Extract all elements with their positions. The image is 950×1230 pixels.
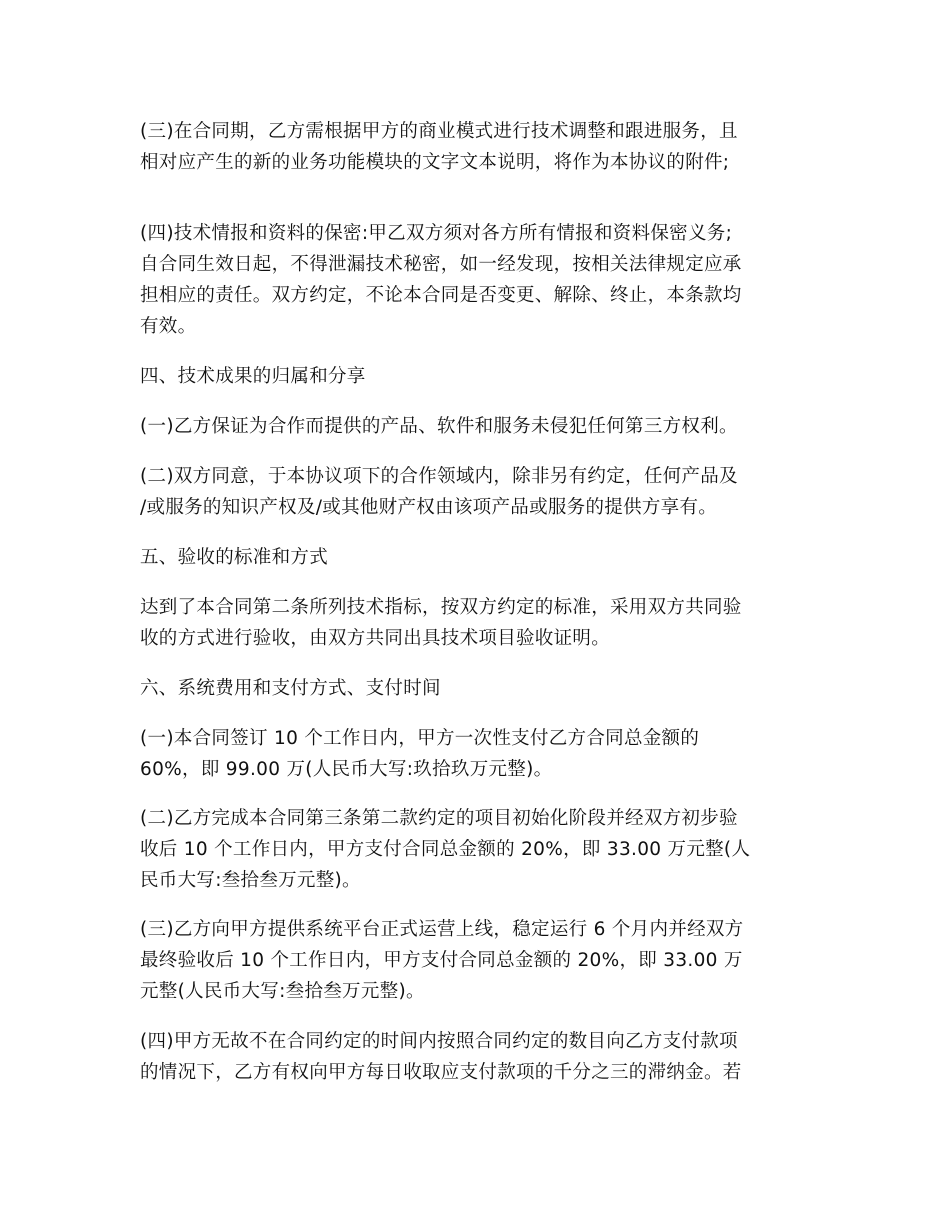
text-line: 有效。 (140, 316, 197, 337)
text-line: (一)本合同签订 10 个工作日内，甲方一次性支付乙方合同总金额的 (140, 728, 700, 749)
section-heading-6 (140, 673, 820, 704)
clause-6-1 (140, 723, 820, 785)
clause-6-3 (140, 914, 820, 1007)
clause-6-4 (140, 1026, 820, 1088)
text-line: (四)技术情报和资料的保密:甲乙双方须对各方所有情报和资料保密义务; (140, 223, 733, 244)
text-line: (三)乙方向甲方提供系统平台正式运营上线，稳定运行 6 个月内并经双方 (140, 919, 744, 940)
text-line: 60%，即 99.00 万(人民币大写:玖拾玖万元整)。 (140, 759, 553, 780)
clause-3-4 (140, 218, 820, 342)
text-line: 达到了本合同第二条所列技术指标，按双方约定的标准，采用双方共同验 (140, 597, 742, 618)
section-heading-4 (140, 361, 820, 392)
clause-4-2 (140, 461, 820, 523)
clause-5 (140, 592, 820, 654)
section-heading-5 (140, 542, 820, 573)
text-line: 收后 10 个工作日内，甲方支付合同总金额的 20%，即 33.00 万元整(人 (140, 839, 751, 860)
text-line: 最终验收后 10 个工作日内，甲方支付合同总金额的 20%，即 33.00 万 (140, 950, 743, 971)
text-line: 收的方式进行验收，由双方共同出具技术项目验收证明。 (140, 628, 611, 649)
text-line: (四)甲方无故不在合同约定的时间内按照合同约定的数目向乙方支付款项 (140, 1031, 738, 1052)
text-line: (一)乙方保证为合作而提供的产品、软件和服务未侵犯任何第三方权利。 (140, 416, 738, 437)
text-line: (二)乙方完成本合同第三条第二款约定的项目初始化阶段并经双方初步验 (140, 808, 738, 829)
text-line: 元整(人民币大写:叁拾叁万元整)。 (140, 981, 425, 1002)
section-title: 六、系统费用和支付方式、支付时间 (140, 678, 441, 699)
text-line: 自合同生效日起，不得泄漏技术秘密，如一经发现，按相关法律规定应承 (140, 254, 742, 275)
text-line: 民币大写:叁拾叁万元整)。 (140, 870, 361, 891)
text-line: (三)在合同期，乙方需根据甲方的商业模式进行技术调整和跟进服务，且 (140, 121, 738, 142)
text-line: 的情况下，乙方有权向甲方每日收取应支付款项的千分之三的滞纳金。若 (140, 1062, 742, 1083)
text-line: 担相应的责任。双方约定，不论本合同是否变更、解除、终止，本条款均 (140, 285, 742, 306)
text-line: /或服务的知识产权及/或其他财产权由该项产品或服务的提供方享有。 (140, 497, 718, 518)
section-title: 四、技术成果的归属和分享 (140, 366, 366, 387)
text-line: 相对应产生的新的业务功能模块的文字文本说明，将作为本协议的附件; (140, 152, 730, 173)
text-line: (二)双方同意，于本协议项下的合作领域内，除非另有约定，任何产品及 (140, 466, 738, 487)
clause-4-1 (140, 411, 820, 442)
section-title: 五、验收的标准和方式 (140, 547, 329, 568)
clause-6-2 (140, 803, 820, 896)
clause-3-3 (140, 116, 820, 178)
